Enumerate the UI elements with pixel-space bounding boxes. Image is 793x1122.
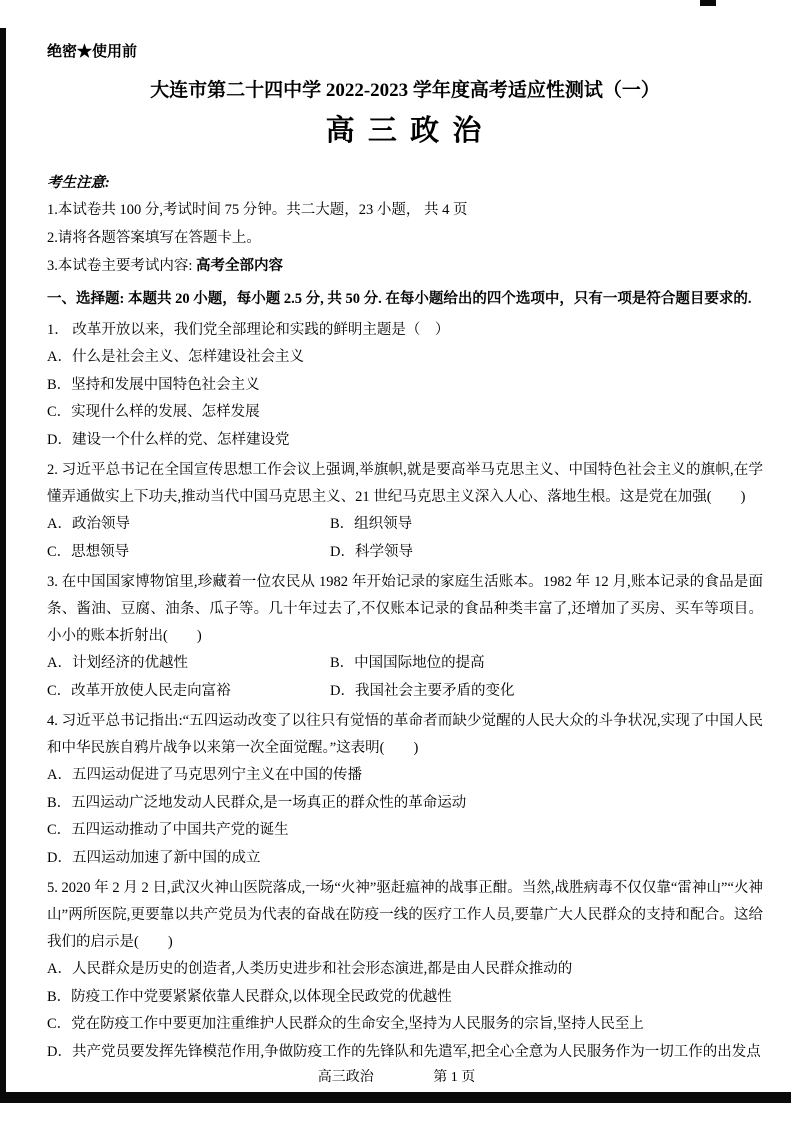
notice-3-text: 3.本试卷主要考试内容: [47, 258, 193, 274]
question-1-option-c: C．实现什么样的发展、怎样发展 [47, 404, 260, 420]
question-3-option-b: B．中国国际地位的提高 [330, 655, 485, 671]
question-5-option-c: C．党在防疫工作中要更加注重维护人民群众的生命安全,坚持为人民服务的宗旨,坚持人民至上 [47, 1016, 644, 1032]
question-3-options [47, 650, 763, 705]
scan-edge-bottom [0, 1092, 791, 1103]
section-1-header: 一、选择题: 本题共 20 小题，每小题 2.5 分, 共 50 分. 在每小题给出的四个选项中，只有一项是符合题目要求的. [47, 291, 752, 307]
question-5-options [47, 956, 763, 1066]
question-2-option-a: A．政治领导 [47, 516, 130, 532]
notice-2: 2.请将各题答案填写在答题卡上。 [47, 230, 261, 246]
scan-mark-top-right [700, 0, 716, 6]
footer-page-number: 第 1 页 [433, 1070, 476, 1085]
question-1-options [47, 344, 763, 454]
question-2-options [47, 511, 763, 566]
question-5-option-a: A．人民群众是历史的创造者,人类历史进步和社会形态演进,都是由人民群众推动的 [47, 961, 573, 977]
scan-edge-left [0, 28, 6, 1103]
question-1-stem: 1． 改革开放以来，我们党全部理论和实践的鲜明主题是（ ） [47, 322, 450, 338]
footer-subject: 高三政治 [317, 1070, 374, 1085]
question-4-options [47, 762, 763, 872]
question-5-option-d: D．共产党员要发挥先锋模范作用,争做防疫工作的先锋队和先遣军,把全心全意为人民服务作为一切工作的出发点 [47, 1043, 761, 1060]
question-2-stem: 2. 习近平总书记在全国宣传思想工作会议上强调,举旗帜,就是要高举马克思主义、中国特色社会主义的旗帜,在学懂弄通做实上下功夫,推动当代中国马克思主义、21 世纪马克思主义深入人心、落地生根。这是党在加强( ) [47, 462, 763, 505]
question-4-option-b: B．五四运动广泛地发动人民群众,是一场真正的群众性的革命运动 [47, 794, 467, 811]
exam-title: 大连市第二十四中学 2022-2023 学年度高考适应性测试（一） [150, 80, 660, 101]
question-1 [47, 317, 763, 454]
question-4-stem: 4. 习近平总书记指出:“五四运动改变了以往只有觉悟的革命者而缺少觉醒的人民大众的斗争状况,实现了中国人民和中华民族自鸦片战争以来第一次全面觉醒。”这表明( ) [47, 713, 763, 756]
subject-title: 高 三 政 治 [325, 115, 485, 147]
question-1-option-b: B．坚持和发展中国特色社会主义 [47, 376, 260, 393]
question-1-option-d: D．建设一个什么样的党、怎样建设党 [47, 431, 290, 448]
question-4-option-d: D．五四运动加速了新中国的成立 [47, 849, 261, 866]
question-2-option-b: B．组织领导 [330, 516, 413, 532]
notice-heading: 考生注意: [47, 175, 110, 191]
question-2 [47, 457, 763, 566]
page-content [47, 42, 763, 1066]
notice-3-bold-content: 高考全部内容 [196, 258, 284, 274]
question-5-stem: 5. 2020 年 2 月 2 日,武汉火神山医院落成,一场“火神”驱赶瘟神的战事正酣。当然,战胜病毒不仅仅靠“雷神山”“火神山”两所医院,更要靠以共产党员为代表的奋战在防疫一线的医疗工作人员,要靠广大人民群众的支持和配合。这给我们的启示是( ) [47, 880, 763, 950]
classification-label: 绝密★使用前 [47, 44, 138, 60]
question-3-stem: 3. 在中国国家博物馆里,珍藏着一位农民从 1982 年开始记录的家庭生活账本。1982 年 12 月,账本记录的食品是面条、酱油、豆腐、油条、瓜子等。几十年过去了,不仅账本记录的食品种类丰富了,还增加了买房、买车等项目。小小的账本折射出( ) [47, 574, 763, 644]
question-5 [47, 875, 763, 1066]
question-3-option-c: C．改革开放使人民走向富裕 [47, 682, 231, 699]
question-4-option-a: A．五四运动促进了马克思列宁主义在中国的传播 [47, 767, 362, 783]
question-4-option-c: C．五四运动推动了中国共产党的诞生 [47, 822, 289, 838]
question-3-option-a: A．计划经济的优越性 [47, 655, 188, 671]
notice-3 [47, 252, 763, 280]
question-4 [47, 708, 763, 872]
question-2-option-c: C．思想领导 [47, 543, 130, 560]
page-footer [0, 1068, 793, 1088]
question-3-option-d: D．我国社会主要矛盾的变化 [330, 682, 515, 699]
question-2-option-d: D．科学领导 [330, 543, 413, 560]
question-3 [47, 569, 763, 705]
question-5-option-b: B．防疫工作中党要紧紧依靠人民群众,以体现全民政党的优越性 [47, 988, 452, 1005]
question-1-option-a: A．什么是社会主义、怎样建设社会主义 [47, 349, 304, 365]
notice-1: 1.本试卷共 100 分,考试时间 75 分钟。共二大题，23 小题， 共 4 页 [47, 202, 468, 218]
